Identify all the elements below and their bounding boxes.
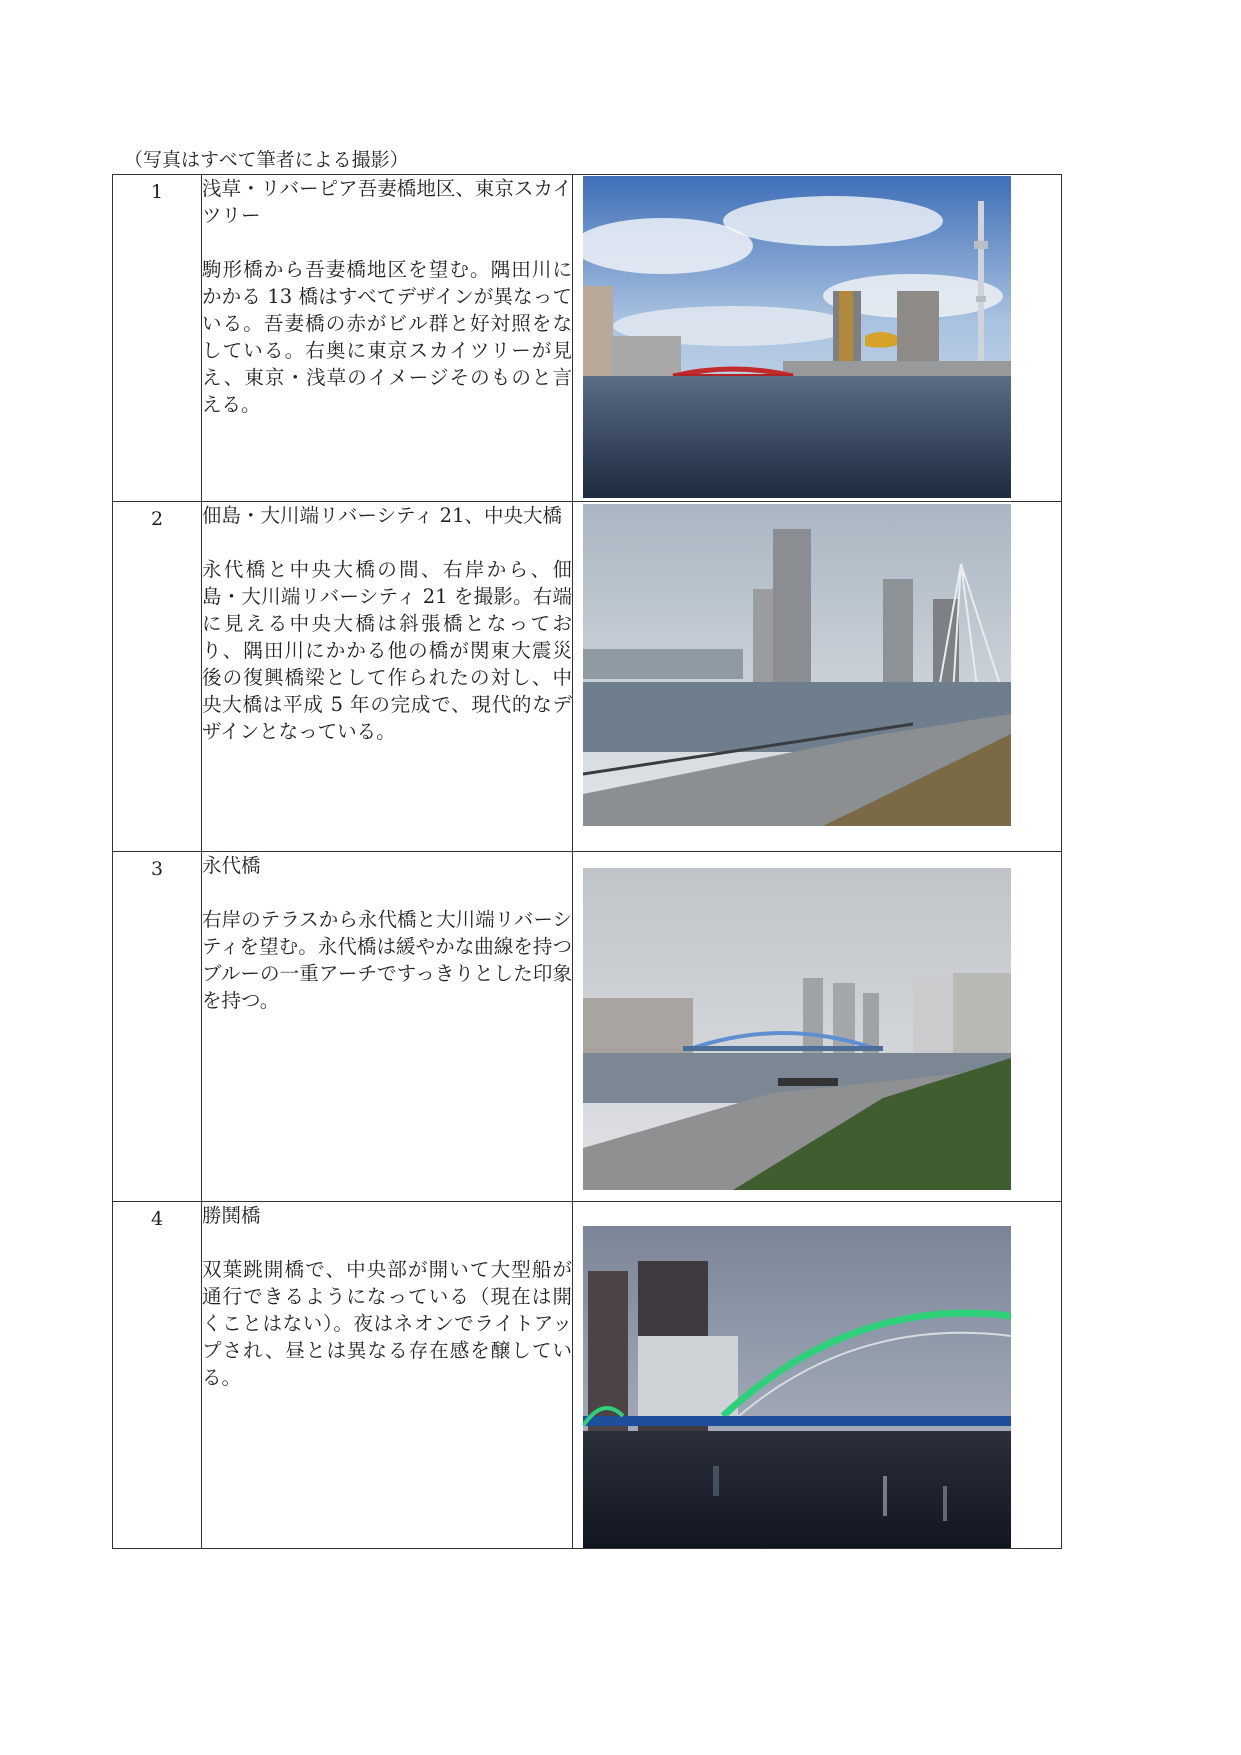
photo-cell — [573, 175, 1062, 502]
photo-credit-caption: （写真はすべて筆者による撮影） — [124, 149, 409, 171]
table-row — [113, 175, 1062, 502]
location-title: 永代橋 — [202, 854, 261, 877]
description-cell — [202, 1202, 573, 1549]
location-title: 浅草・リバーピア吾妻橋地区、東京スカイツリー — [202, 177, 572, 227]
photo-eitaibashi — [583, 868, 1011, 1190]
location-description: 右岸のテラスから永代橋と大川端リバーシティを望む。永代橋は緩やかな曲線を持つブルーの一重アーチですっきりとした印象を持つ。 — [202, 908, 572, 1012]
location-title: 佃島・大川端リバーシティ 21、中央大橋 — [202, 504, 562, 527]
row-number-cell — [113, 1202, 202, 1549]
photo-cell — [573, 1202, 1062, 1549]
photo-kachidokibashi-night — [583, 1226, 1011, 1548]
row-number-cell — [113, 502, 202, 852]
location-description: 双葉跳開橋で、中央部が開いて大型船が通行できるようになっている（現在は開くことはない）。夜はネオンでライトアップされ、昼とは異なる存在感を醸している。 — [202, 1258, 572, 1389]
table-row — [113, 502, 1062, 852]
row-number-cell — [113, 852, 202, 1202]
description-cell — [202, 852, 573, 1202]
table-row — [113, 1202, 1062, 1549]
description-cell — [202, 502, 573, 852]
description-cell — [202, 175, 573, 502]
row-number: 1 — [150, 181, 164, 203]
photo-cell — [573, 502, 1062, 852]
location-title: 勝鬨橋 — [202, 1204, 261, 1227]
location-description: 駒形橋から吾妻橋地区を望む。隅田川にかかる 13 橋はすべてデザインが異なっている。吾妻橋の赤がビル群と好対照をなしている。右奥に東京スカイツリーが見え、東京・浅草のイメージそのものと言える。 — [202, 258, 572, 416]
photo-okawabata-chuo-ohashi — [583, 504, 1011, 826]
photo-cell — [573, 852, 1062, 1202]
location-description: 永代橋と中央大橋の間、右岸から、佃島・大川端リバーシティ 21 を撮影。右端に見える中央大橋は斜張橋となっており、隅田川にかかる他の橋が関東大震災後の復興橋梁として作られたの対し、中央大橋は平成 5 年の完成で、現代的なデザインとなっている。 — [202, 558, 572, 743]
bridge-photo-table — [112, 174, 1062, 1549]
row-number: 3 — [150, 858, 164, 880]
table-row — [113, 852, 1062, 1202]
row-number-cell — [113, 175, 202, 502]
photo-azumabashi-skytree — [583, 176, 1011, 498]
row-number: 2 — [150, 508, 164, 530]
row-number: 4 — [150, 1208, 164, 1230]
